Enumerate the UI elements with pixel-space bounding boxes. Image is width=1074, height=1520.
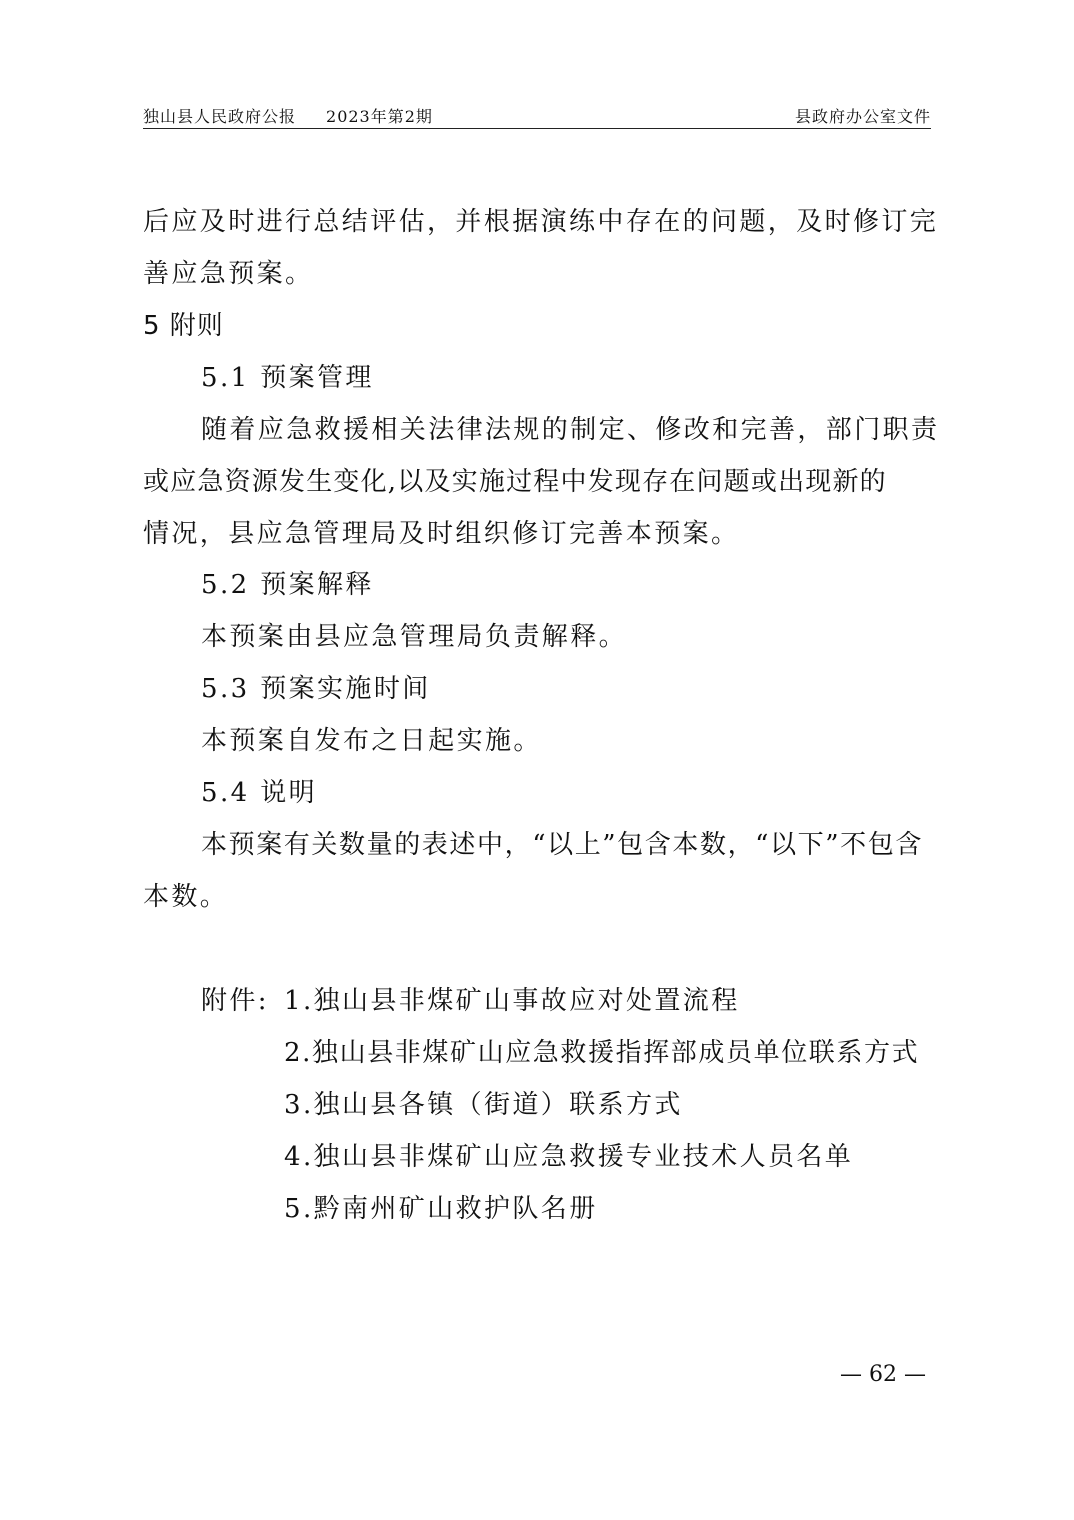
paragraph-line: 本预案有关数量的表述中，“以上”包含本数，“以下”不包含: [201, 830, 923, 860]
paragraph-line: 随着应急救援相关法律法规的制定、修改和完善，部门职责: [201, 415, 940, 445]
attachment-item: 3.独山县各镇（街道）联系方式: [284, 1090, 683, 1120]
subsection-heading: 5.3 预案实施时间: [201, 674, 431, 704]
paragraph-line: 后应及时进行总结评估，并根据演练中存在的问题，及时修订完: [143, 207, 939, 237]
header-rule: [143, 128, 931, 129]
page-header: [143, 104, 931, 128]
attachment-item: 2.独山县非煤矿山应急救援指挥部成员单位联系方式: [284, 1038, 920, 1068]
subsection-heading: 5.2 预案解释: [201, 570, 374, 600]
issue-label: 2023年第2期: [326, 107, 433, 126]
subsection-heading: 5.4 说明: [201, 778, 318, 808]
attachments-label: 附件:: [201, 986, 269, 1016]
page-number: — 62 —: [840, 1362, 926, 1387]
attachment-item: 5.黔南州矿山救护队名册: [284, 1194, 598, 1224]
paragraph-line: 或应急资源发生变化,以及实施过程中发现存在问题或出现新的: [143, 467, 887, 497]
paragraph-line: 本预案自发布之日起实施。: [201, 726, 542, 756]
section-heading: 5 附则: [143, 311, 224, 341]
paragraph-line: 本数。: [143, 882, 229, 912]
header-category: 县政府办公室文件: [794, 107, 931, 126]
attachment-item: 1.独山县非煤矿山事故应对处置流程: [284, 986, 740, 1016]
paragraph-line: 本预案由县应急管理局负责解释。: [201, 622, 628, 652]
header-left: [143, 104, 433, 127]
publication-name: 独山县人民政府公报: [143, 107, 297, 126]
subsection-heading: 5.1 预案管理: [201, 363, 374, 393]
paragraph-line: 善应急预案。: [143, 259, 314, 289]
attachment-item: 4.独山县非煤矿山应急救援专业技术人员名单: [284, 1142, 854, 1172]
paragraph-line: 情况，县应急管理局及时组织修订完善本预案。: [143, 519, 740, 549]
